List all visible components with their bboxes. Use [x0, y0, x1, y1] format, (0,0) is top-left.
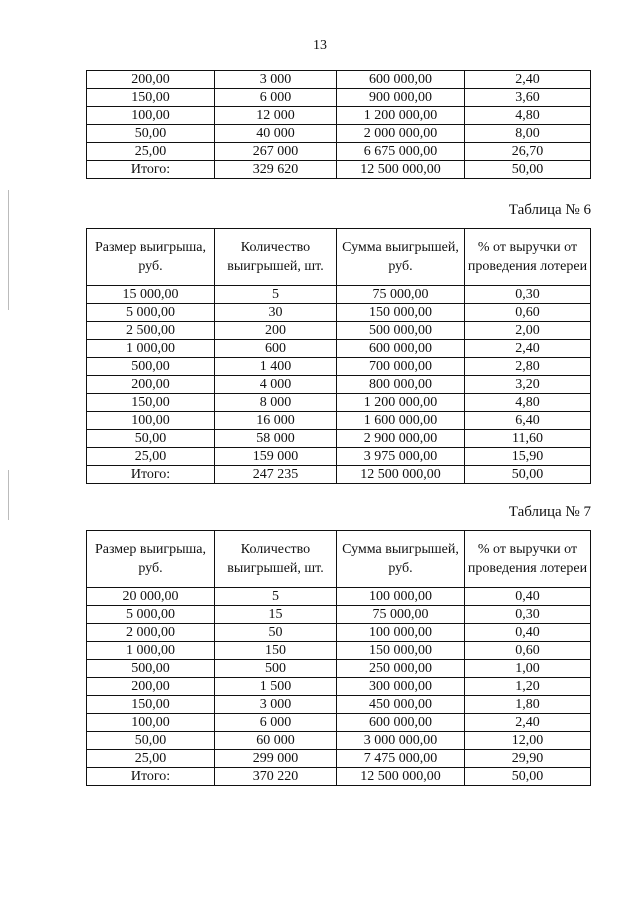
- cell-revenue-percent: 2,40: [465, 714, 591, 732]
- table-row: [87, 394, 591, 412]
- cell-prize-size: 5 000,00: [87, 606, 215, 624]
- table-row: [87, 358, 591, 376]
- table-row: [87, 448, 591, 466]
- cell-revenue-percent: 26,70: [465, 143, 591, 161]
- header-prize-sum: Сумма выигрышей, руб.: [337, 229, 465, 286]
- cell-prize-sum: 500 000,00: [337, 322, 465, 340]
- cell-revenue-percent: 0,40: [465, 588, 591, 606]
- cell-prize-size: 500,00: [87, 358, 215, 376]
- cell-prize-size: 150,00: [87, 696, 215, 714]
- cell-revenue-percent: 3,60: [465, 89, 591, 107]
- table-row: [87, 89, 591, 107]
- cell-revenue-percent: 0,60: [465, 642, 591, 660]
- cell-revenue-percent: 4,80: [465, 107, 591, 125]
- table-row: [87, 642, 591, 660]
- cell-prize-sum: 1 200 000,00: [337, 394, 465, 412]
- cell-prize-count: 3 000: [215, 696, 337, 714]
- cell-revenue-percent: 3,20: [465, 376, 591, 394]
- cell-prize-size: 5 000,00: [87, 304, 215, 322]
- cell-prize-sum: 600 000,00: [337, 71, 465, 89]
- table-row: [87, 696, 591, 714]
- cell-prize-count: 60 000: [215, 732, 337, 750]
- table-row: [87, 412, 591, 430]
- cell-prize-sum: 600 000,00: [337, 340, 465, 358]
- cell-prize-size: 2 500,00: [87, 322, 215, 340]
- cell-prize-size: 25,00: [87, 448, 215, 466]
- header-revenue-percent: % от выручки от проведения лотереи: [465, 531, 591, 588]
- table-total-row: [87, 466, 591, 484]
- cell-revenue-percent: 11,60: [465, 430, 591, 448]
- cell-prize-count: 299 000: [215, 750, 337, 768]
- cell-prize-size: 1 000,00: [87, 340, 215, 358]
- cell-prize-sum: 300 000,00: [337, 678, 465, 696]
- cell-prize-size: Итого:: [87, 466, 215, 484]
- cell-prize-size: Итого:: [87, 768, 215, 786]
- cell-prize-count: 1 400: [215, 358, 337, 376]
- cell-prize-size: 2 000,00: [87, 624, 215, 642]
- cell-prize-sum: 7 475 000,00: [337, 750, 465, 768]
- cell-revenue-percent: 2,80: [465, 358, 591, 376]
- cell-prize-sum: 1 200 000,00: [337, 107, 465, 125]
- cell-prize-sum: 1 600 000,00: [337, 412, 465, 430]
- cell-revenue-percent: 29,90: [465, 750, 591, 768]
- cell-prize-count: 8 000: [215, 394, 337, 412]
- scan-margin-mark: [8, 470, 9, 520]
- cell-revenue-percent: 4,80: [465, 394, 591, 412]
- header-prize-count: Количество выигрышей, шт.: [215, 229, 337, 286]
- cell-revenue-percent: 12,00: [465, 732, 591, 750]
- cell-prize-sum: 6 675 000,00: [337, 143, 465, 161]
- table-row: [87, 624, 591, 642]
- cell-prize-size: 25,00: [87, 143, 215, 161]
- cell-revenue-percent: 0,30: [465, 606, 591, 624]
- table-row: [87, 750, 591, 768]
- cell-prize-count: 4 000: [215, 376, 337, 394]
- cell-prize-size: 15 000,00: [87, 286, 215, 304]
- table-row: [87, 107, 591, 125]
- header-revenue-percent: % от выручки от проведения лотереи: [465, 229, 591, 286]
- table-total-row: [87, 768, 591, 786]
- cell-prize-sum: 2 000 000,00: [337, 125, 465, 143]
- table-row: [87, 143, 591, 161]
- cell-prize-sum: 700 000,00: [337, 358, 465, 376]
- cell-prize-size: 200,00: [87, 71, 215, 89]
- cell-prize-count: 159 000: [215, 448, 337, 466]
- cell-prize-sum: 250 000,00: [337, 660, 465, 678]
- cell-prize-size: 20 000,00: [87, 588, 215, 606]
- table-row: [87, 430, 591, 448]
- cell-prize-size: 50,00: [87, 125, 215, 143]
- cell-prize-sum: 150 000,00: [337, 304, 465, 322]
- table6-caption: Таблица № 6: [508, 202, 591, 218]
- cell-revenue-percent: 1,80: [465, 696, 591, 714]
- table-6: [86, 228, 591, 484]
- cell-prize-size: 500,00: [87, 660, 215, 678]
- table-row: [87, 660, 591, 678]
- cell-revenue-percent: 1,20: [465, 678, 591, 696]
- cell-prize-size: 25,00: [87, 750, 215, 768]
- cell-prize-sum: 600 000,00: [337, 714, 465, 732]
- cell-prize-size: 100,00: [87, 107, 215, 125]
- cell-prize-size: 200,00: [87, 376, 215, 394]
- cell-prize-count: 6 000: [215, 714, 337, 732]
- cell-prize-sum: 900 000,00: [337, 89, 465, 107]
- cell-revenue-percent: 2,40: [465, 340, 591, 358]
- cell-prize-sum: 100 000,00: [337, 588, 465, 606]
- table-row: [87, 304, 591, 322]
- table-row: [87, 322, 591, 340]
- cell-prize-count: 600: [215, 340, 337, 358]
- cell-prize-sum: 450 000,00: [337, 696, 465, 714]
- cell-prize-sum: 150 000,00: [337, 642, 465, 660]
- table-row: [87, 588, 591, 606]
- cell-revenue-percent: 1,00: [465, 660, 591, 678]
- scan-margin-mark: [8, 190, 9, 310]
- cell-revenue-percent: 0,40: [465, 624, 591, 642]
- cell-prize-sum: 3 975 000,00: [337, 448, 465, 466]
- cell-prize-sum: 3 000 000,00: [337, 732, 465, 750]
- cell-prize-count: 267 000: [215, 143, 337, 161]
- cell-prize-sum: 12 500 000,00: [337, 466, 465, 484]
- cell-revenue-percent: 50,00: [465, 161, 591, 179]
- cell-prize-size: 150,00: [87, 89, 215, 107]
- header-prize-size: Размер выигрыша, руб.: [87, 531, 215, 588]
- table-row: [87, 732, 591, 750]
- table-row: [87, 125, 591, 143]
- cell-prize-count: 329 620: [215, 161, 337, 179]
- cell-prize-count: 16 000: [215, 412, 337, 430]
- table-total-row: [87, 161, 591, 179]
- cell-prize-count: 247 235: [215, 466, 337, 484]
- cell-prize-count: 15: [215, 606, 337, 624]
- table-row: [87, 606, 591, 624]
- cell-prize-size: 100,00: [87, 412, 215, 430]
- cell-revenue-percent: 0,30: [465, 286, 591, 304]
- cell-prize-sum: 2 900 000,00: [337, 430, 465, 448]
- cell-prize-sum: 100 000,00: [337, 624, 465, 642]
- cell-prize-count: 370 220: [215, 768, 337, 786]
- cell-revenue-percent: 50,00: [465, 768, 591, 786]
- header-prize-count: Количество выигрышей, шт.: [215, 531, 337, 588]
- cell-revenue-percent: 0,60: [465, 304, 591, 322]
- table-row: [87, 714, 591, 732]
- table-continuation: [86, 70, 591, 179]
- cell-prize-size: 200,00: [87, 678, 215, 696]
- cell-prize-sum: 12 500 000,00: [337, 161, 465, 179]
- cell-prize-count: 500: [215, 660, 337, 678]
- table-header-row: [87, 229, 591, 286]
- cell-prize-count: 200: [215, 322, 337, 340]
- table-row: [87, 71, 591, 89]
- cell-prize-size: 50,00: [87, 430, 215, 448]
- cell-prize-count: 58 000: [215, 430, 337, 448]
- cell-prize-sum: 75 000,00: [337, 606, 465, 624]
- header-prize-size: Размер выигрыша, руб.: [87, 229, 215, 286]
- cell-prize-sum: 12 500 000,00: [337, 768, 465, 786]
- cell-prize-count: 5: [215, 286, 337, 304]
- cell-revenue-percent: 15,90: [465, 448, 591, 466]
- cell-revenue-percent: 2,00: [465, 322, 591, 340]
- cell-prize-count: 1 500: [215, 678, 337, 696]
- cell-prize-count: 3 000: [215, 71, 337, 89]
- table-7: [86, 530, 591, 786]
- table7-caption: Таблица № 7: [508, 504, 591, 520]
- cell-prize-count: 5: [215, 588, 337, 606]
- cell-prize-sum: 800 000,00: [337, 376, 465, 394]
- table-header-row: [87, 531, 591, 588]
- cell-revenue-percent: 8,00: [465, 125, 591, 143]
- cell-prize-count: 6 000: [215, 89, 337, 107]
- cell-prize-count: 50: [215, 624, 337, 642]
- cell-revenue-percent: 2,40: [465, 71, 591, 89]
- cell-prize-sum: 75 000,00: [337, 286, 465, 304]
- table-row: [87, 340, 591, 358]
- cell-prize-size: 50,00: [87, 732, 215, 750]
- cell-revenue-percent: 6,40: [465, 412, 591, 430]
- cell-prize-count: 30: [215, 304, 337, 322]
- cell-prize-size: 100,00: [87, 714, 215, 732]
- cell-prize-size: 1 000,00: [87, 642, 215, 660]
- cell-prize-count: 40 000: [215, 125, 337, 143]
- cell-revenue-percent: 50,00: [465, 466, 591, 484]
- cell-prize-size: 150,00: [87, 394, 215, 412]
- table-row: [87, 678, 591, 696]
- page-number: 13: [313, 38, 327, 53]
- table-row: [87, 376, 591, 394]
- cell-prize-count: 12 000: [215, 107, 337, 125]
- cell-prize-count: 150: [215, 642, 337, 660]
- cell-prize-size: Итого:: [87, 161, 215, 179]
- header-prize-sum: Сумма выигрышей, руб.: [337, 531, 465, 588]
- table-row: [87, 286, 591, 304]
